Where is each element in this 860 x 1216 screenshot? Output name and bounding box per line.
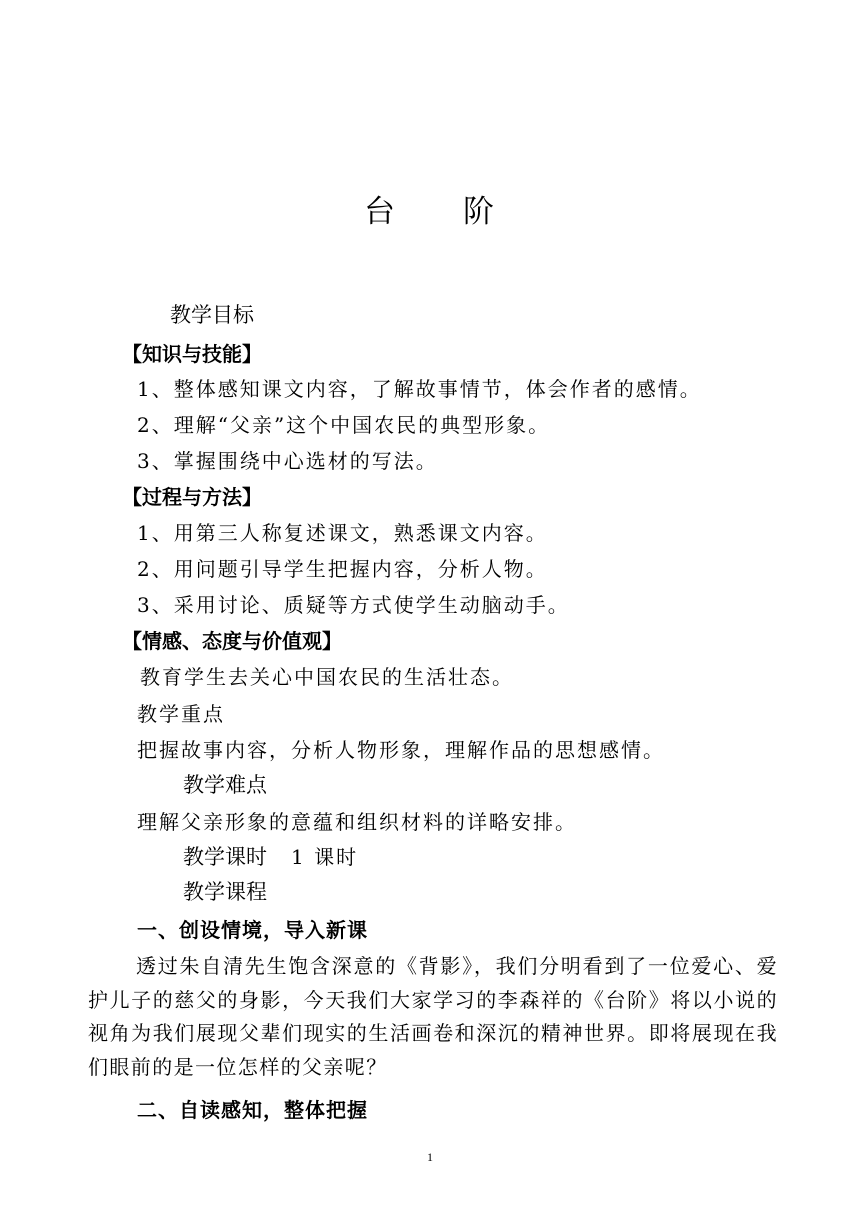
page-number: 1 xyxy=(427,1150,433,1164)
title-char-2: 阶 xyxy=(463,194,496,230)
knowledge-heading: 【知识与技能】 xyxy=(122,342,262,366)
title-char-1: 台 xyxy=(364,194,397,230)
process-item-1: 1、用第三人称复述课文，熟悉课文内容。 xyxy=(137,521,548,545)
knowledge-item-2: 2、理解“父亲”这个中国农民的典型形象。 xyxy=(137,413,551,437)
difficulties-heading: 教学难点 xyxy=(183,773,267,797)
emotion-heading: 【情感、态度与价值观】 xyxy=(122,629,342,653)
process-item-3: 3、采用讨论、质疑等方式使学生动脑动手。 xyxy=(137,593,570,617)
emotion-text: 教育学生去关心中国农民的生活壮态。 xyxy=(140,665,514,689)
class-hours-label: 教学课时 xyxy=(183,845,267,869)
class-hours-value: 1 课时 xyxy=(291,845,359,869)
course-heading: 教学课程 xyxy=(183,880,267,904)
knowledge-item-3: 3、掌握围绕中心选材的写法。 xyxy=(137,449,438,473)
key-points-text: 把握故事内容，分析人物形象，理解作品的思想感情。 xyxy=(137,738,665,762)
section2-heading: 二、自读感知，整体把握 xyxy=(137,1098,368,1122)
process-heading: 【过程与方法】 xyxy=(122,485,262,509)
document-title xyxy=(0,186,860,231)
process-item-2: 2、用问题引导学生把握内容，分析人物。 xyxy=(137,557,548,581)
section1-paragraph: 透过朱自清先生饱含深意的《背影》，我们分明看到了一位爱心、爱护儿子的慈父的身影，今天我们大家学习的李森祥的《台阶》将以小说的视角为我们展现父辈们现实的生活画卷和深沉的精神世界。即将展现在我们眼前的是一位怎样的父亲呢？ xyxy=(88,954,778,1079)
knowledge-item-1: 1、整体感知课文内容，了解故事情节，体会作者的感情。 xyxy=(137,377,702,401)
difficulties-text: 理解父亲形象的意蕴和组织材料的详略安排。 xyxy=(137,810,577,834)
key-points-heading: 教学重点 xyxy=(137,702,225,726)
class-hours-row xyxy=(183,845,358,869)
objectives-heading: 教学目标 xyxy=(170,303,254,327)
section1-heading: 一、创设情境，导入新课 xyxy=(137,918,368,942)
